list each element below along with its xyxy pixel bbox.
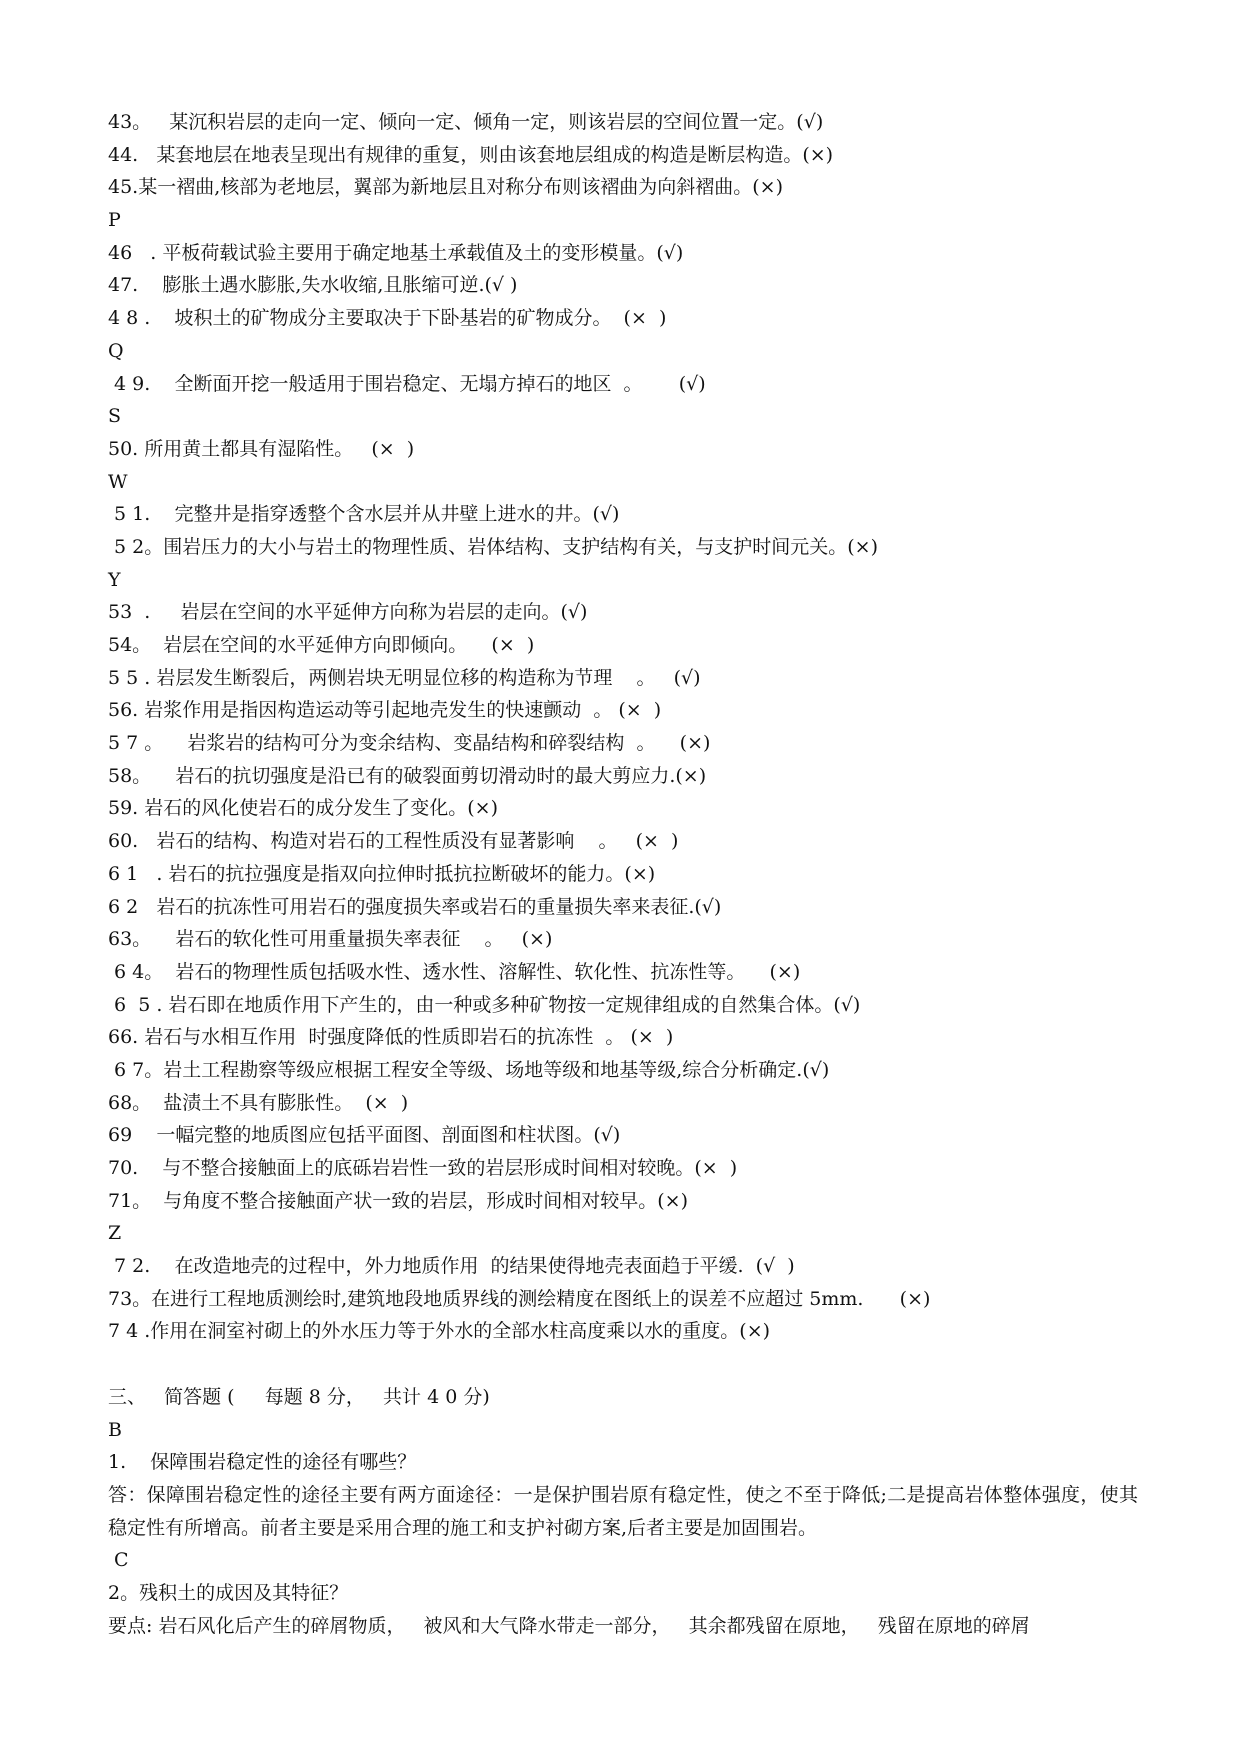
answer-line: 7 4 .作用在洞室衬砌上的外水压力等于外水的全部水柱高度乘以水的重度。(×) — [108, 1320, 771, 1343]
document-page — [108, 106, 1138, 1642]
answer-line: 58。 岩石的抗切强度是沿已有的破裂面剪切滑动时的最大剪应力.(×) — [108, 764, 707, 787]
answer-line: 4 8 . 坡积土的矿物成分主要取决于下卧基岩的矿物成分。 (× ) — [108, 307, 667, 330]
answer-1: 答：保障围岩稳定性的途径主要有两方面途径：一是保护围岩原有稳定性，使之不至于降低;二是提高岩体整体强度，使其稳定性有所增高。前者主要是采用合理的施工和支护衬砌方案,后者主要是加固围岩。 — [108, 1483, 1138, 1539]
answer-line: 6 4。 岩石的物理性质包括吸水性、透水性、溶解性、软化性、抗冻性等。 (×) — [108, 960, 801, 983]
answer-2: 要点: 岩石风化后产生的碎屑物质， 被风和大气降水带走一部分， 其余都残留在原地， 残留在原地的碎屑 — [108, 1614, 1030, 1637]
letter-heading: Y — [108, 568, 121, 591]
answer-line: 7 2. 在改造地壳的过程中，外力地质作用 的结果使得地壳表面趋于平缓. (√ ) — [108, 1255, 795, 1278]
answer-line: 45.某一褶曲,核部为老地层，翼部为新地层且对称分布则该褶曲为向斜褶曲。(×) — [108, 176, 784, 199]
answer-line: 68。 盐渍土不具有膨胀性。 (× ) — [108, 1091, 409, 1114]
answer-line: 43。 某沉积岩层的走向一定、倾向一定、倾角一定，则该岩层的空间位置一定。(√) — [108, 111, 824, 133]
letter-heading: Q — [108, 339, 124, 362]
answer-line: 6 1 . 岩石的抗拉强度是指双向拉伸时抵抗拉断破坏的能力。(×) — [108, 862, 656, 885]
answer-line: 54。 岩层在空间的水平延伸方向即倾向。 (× ) — [108, 634, 535, 656]
section-heading: 三、 简答题 ( 每题 8 分， 共计 4 0 分) — [108, 1385, 490, 1408]
answer-line: 60. 岩石的结构、构造对岩石的工程性质没有显著影响 。 (× ) — [108, 830, 679, 853]
answer-line: 70. 与不整合接触面上的底砾岩岩性一致的岩层形成时间相对较晚。(× ) — [108, 1157, 738, 1179]
letter-heading: C — [108, 1549, 129, 1572]
letter-heading: P — [108, 209, 121, 232]
letter-heading: B — [108, 1418, 122, 1441]
answer-line: 66. 岩石与水相互作用 时强度降低的性质即岩石的抗冻性 。 (× ) — [108, 1026, 674, 1049]
answer-line: 53 . 岩层在空间的水平延伸方向称为岩层的走向。(√) — [108, 601, 588, 624]
answer-line: 5 1. 完整井是指穿透整个含水层并从井壁上进水的井。(√) — [108, 503, 620, 526]
answer-line: 5 7 。 岩浆岩的结构可分为变余结构、变晶结构和碎裂结构 。 (×) — [108, 732, 711, 755]
answer-line: 6 5 . 岩石即在地质作用下产生的，由一种或多种矿物按一定规律组成的自然集合体。(√) — [108, 993, 861, 1016]
answer-line: 50. 所用黄土都具有湿陷性。 (× ) — [108, 437, 415, 460]
answer-line: 44. 某套地层在地表呈现出有规律的重复，则由该套地层组成的构造是断层构造。(×) — [108, 143, 834, 166]
short-answer-section — [108, 1381, 1138, 1643]
answer-line: 73。在进行工程地质测绘时,建筑地段地质界线的测绘精度在图纸上的误差不应超过 5mm. (×) — [108, 1287, 931, 1310]
letter-heading: W — [108, 470, 128, 493]
answer-line: 59. 岩石的风化使岩石的成分发生了变化。(×) — [108, 797, 499, 820]
answer-line: 4 9. 全断面开挖一般适用于围岩稳定、无塌方掉石的地区 。 (√) — [108, 372, 706, 395]
answer-line: 47. 膨胀土遇水膨胀,失水收缩,且胀缩可逆.(√ ) — [108, 274, 518, 297]
answer-line: 71。 与角度不整合接触面产状一致的岩层，形成时间相对较早。(×) — [108, 1189, 689, 1212]
letter-heading: S — [108, 405, 122, 428]
letter-heading: Z — [108, 1222, 122, 1245]
answer-line: 69 一幅完整的地质图应包括平面图、剖面图和柱状图。(√) — [108, 1124, 621, 1147]
answer-line: 5 2。围岩压力的大小与岩土的物理性质、岩体结构、支护结构有关，与支护时间元关。(×) — [108, 535, 879, 558]
answer-line: 6 7。岩土工程勘察等级应根据工程安全等级、场地等级和地基等级,综合分析确定.(√) — [108, 1058, 830, 1081]
question-1: 1. 保障围岩稳定性的途径有哪些？ — [108, 1451, 417, 1474]
section-spacer — [108, 1348, 1138, 1381]
answer-line: 6 2 岩石的抗冻性可用岩石的强度损失率或岩石的重量损失率来表征.(√) — [108, 895, 722, 918]
answer-line: 56. 岩浆作用是指因构造运动等引起地壳发生的快速颤动 。 (× ) — [108, 699, 662, 722]
answer-line: 46 . 平板荷载试验主要用于确定地基土承载值及土的变形模量。(√) — [108, 241, 684, 264]
answer-line: 5 5 . 岩层发生断裂后，两侧岩块无明显位移的构造称为节理 。 (√) — [108, 666, 701, 689]
answer-line: 63。 岩石的软化性可用重量损失率表征 。 (×) — [108, 928, 553, 951]
true-false-answers — [108, 106, 1138, 1348]
question-2: 2。残积土的成因及其特征？ — [108, 1581, 349, 1604]
